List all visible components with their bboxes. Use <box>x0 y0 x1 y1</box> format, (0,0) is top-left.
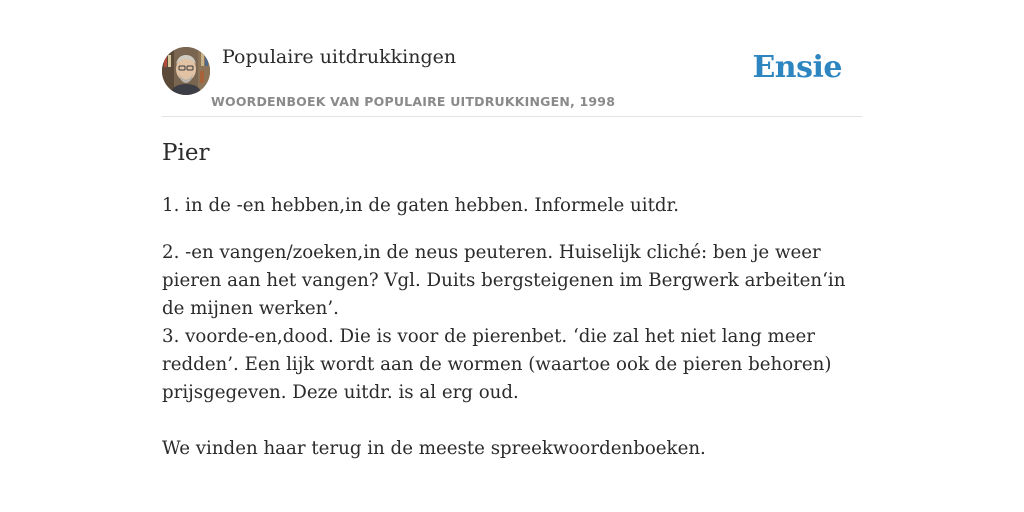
author-avatar[interactable] <box>162 47 210 95</box>
definition-1: 1. in de -en hebben,in de gaten hebben. Informele uitdr. <box>162 195 680 216</box>
source-subtitle: WOORDENBOEK VAN POPULAIRE UITDRUKKINGEN, 1998 <box>211 94 616 109</box>
entry-title: Pier <box>162 140 210 166</box>
definition-3: 3. voorde-en,dood. Die is voor de pierenbet. ‘die zal het niet lang meer redden’. Een lijk wordt aan de wormen (waartoe ook de pieren behoren) prijsgegeven. Deze uitdr. is al erg oud. <box>162 326 832 403</box>
definition-2: 2. -en vangen/zoeken,in de neus peuteren. Huiselijk cliché: ben je weer pieren aan het vangen? Vgl. Duits bergsteigenen im Bergwerk arbeiten‘in de mijnen werken’. <box>162 242 846 319</box>
author-portrait-icon <box>162 47 210 95</box>
source-name[interactable]: Populaire uitdrukkingen <box>222 46 457 68</box>
ensie-logo[interactable]: Ensie <box>752 50 842 85</box>
entry-card <box>162 0 862 512</box>
entry-content <box>162 192 862 463</box>
closing-note: We vinden haar terug in de meeste spreekwoordenboeken. <box>162 438 706 459</box>
source-header <box>162 0 862 117</box>
